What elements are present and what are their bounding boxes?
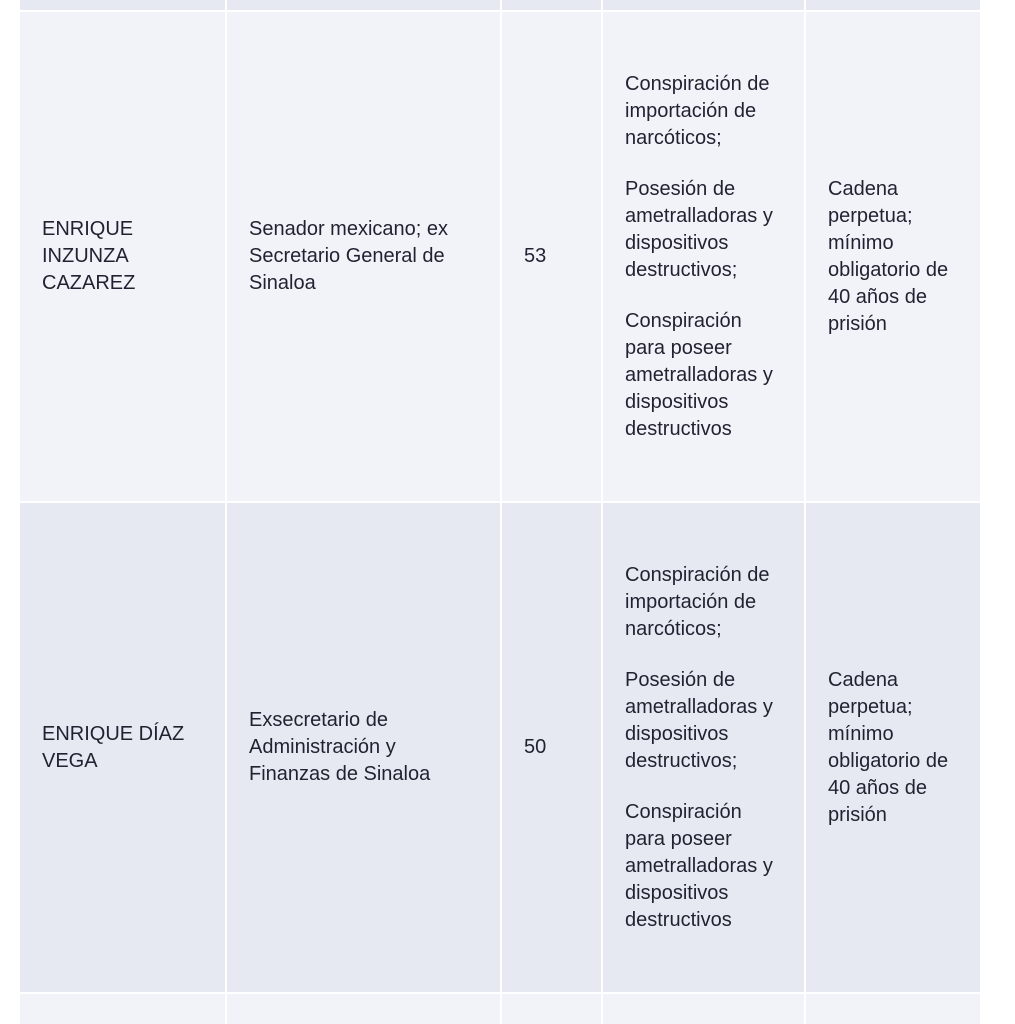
table-row-next <box>19 994 981 1024</box>
defendant-age: 53 <box>501 12 602 501</box>
table-row <box>19 12 981 501</box>
charge-item: Posesión de ametralladoras y dispositivos destructivos; <box>625 177 773 281</box>
max-sentence: Cadena perpetua; mínimo obligatorio de 40 años de prisión <box>805 12 981 501</box>
defendant-age: 50 <box>501 503 602 992</box>
charges-list <box>602 12 805 501</box>
charge-item: Posesión de ametralladoras y dispositivos destructivos; <box>625 668 773 772</box>
defendant-name: ENRIQUE INZUNZA CAZAREZ <box>19 12 226 501</box>
charge-item: Conspiración de importación de narcóticos; <box>625 563 770 640</box>
charge-item: Conspiración para poseer ametralladoras y dispositivos destructivos <box>625 309 773 440</box>
charge-item: Conspiración para poseer ametralladoras y dispositivos destructivos <box>625 800 773 931</box>
defendant-position: Exsecretario de Administración y Finanzas de Sinaloa <box>226 503 501 992</box>
defendant-name: ENRIQUE DÍAZ VEGA <box>19 503 226 992</box>
charge-item: Conspiración de importación de narcóticos; <box>625 72 770 149</box>
defendant-position: Senador mexicano; ex Secretario General de Sinaloa <box>226 12 501 501</box>
indictment-table <box>18 0 982 1024</box>
max-sentence: Cadena perpetua; mínimo obligatorio de 40 años de prisión <box>805 503 981 992</box>
table-row <box>19 503 981 992</box>
table-row-previous <box>19 0 981 10</box>
charges-list <box>602 503 805 992</box>
